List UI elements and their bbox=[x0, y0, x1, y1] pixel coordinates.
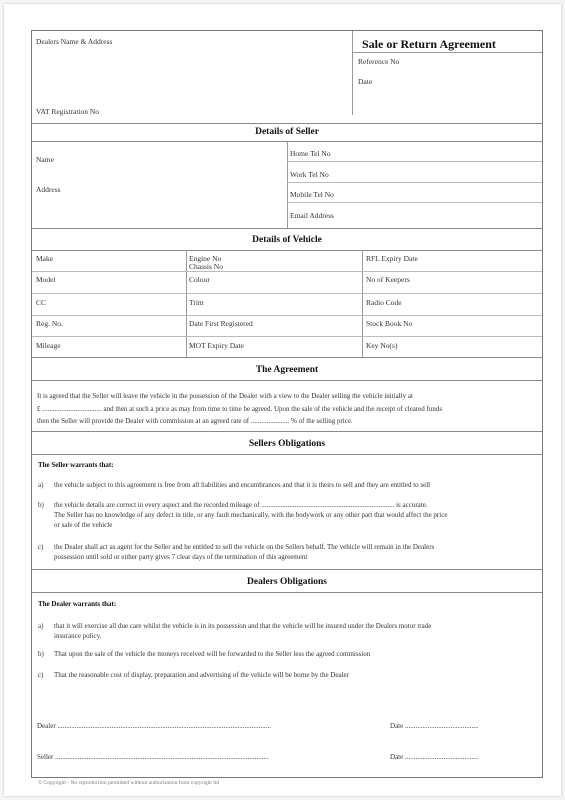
no-of-keepers-label: No of Keepers bbox=[366, 275, 410, 284]
dealer-date-line[interactable]: Date .......................................... bbox=[390, 722, 479, 730]
dealer-obligations-heading: Dealers Obligations bbox=[247, 577, 327, 587]
copyright-footer: © Copyright - No reproduction permitted without authorisation from copyright ltd bbox=[38, 780, 220, 786]
chassis-no-label: Chassis No bbox=[189, 262, 223, 271]
seller-item-c-line-2: possession until sold or either party gives 7 clear days of the termination of this agreement bbox=[54, 553, 308, 561]
dealer-item-c-letter: c) bbox=[38, 671, 44, 679]
vehicle-col-divider bbox=[362, 250, 363, 357]
date-first-registered-label: Date First Registered bbox=[189, 319, 253, 328]
dealer-signature-line[interactable]: Dealer .......................................................................................................................... bbox=[37, 722, 271, 730]
document-page bbox=[4, 4, 561, 796]
dealer-item-b-line: That upon the sale of the vehicle the moneys received will be forwarded to the Seller less the agreed commission bbox=[54, 650, 371, 658]
colour-label: Colour bbox=[189, 275, 210, 284]
mileage-label: Mileage bbox=[36, 341, 61, 350]
seller-item-a-letter: a) bbox=[38, 481, 44, 489]
rule bbox=[32, 357, 542, 358]
rule bbox=[32, 380, 542, 381]
rule bbox=[287, 161, 542, 162]
radio-code-label: Radio Code bbox=[366, 298, 402, 307]
agreement-line-3: then the Seller will provide the Dealer with commission at an agreed rate of ...................... % of the selling price. bbox=[37, 417, 353, 425]
seller-name-label: Name bbox=[36, 155, 54, 164]
dealer-name-address-label: Dealers Name & Address bbox=[36, 37, 113, 46]
seller-item-b-line-3: or sale of the vehicle bbox=[54, 521, 113, 529]
dealer-item-a-letter: a) bbox=[38, 622, 44, 630]
dealer-item-a-line-2: insurance policy. bbox=[54, 632, 102, 640]
document-title: Sale or Return Agreement bbox=[362, 37, 496, 51]
rule bbox=[32, 315, 542, 316]
agreement-heading: The Agreement bbox=[255, 365, 319, 375]
rule bbox=[287, 202, 542, 203]
vat-registration-label: VAT Registration No bbox=[36, 107, 100, 116]
rfl-expiry-label: RFL Expiry Date bbox=[366, 254, 418, 263]
email-address-label: Email Address bbox=[290, 211, 334, 220]
dealer-item-b-letter: b) bbox=[38, 650, 44, 658]
seller-obligations-heading: Sellers Obligations bbox=[248, 439, 326, 449]
vehicle-col-divider bbox=[186, 250, 187, 357]
agreement-form bbox=[31, 30, 543, 778]
rule bbox=[32, 250, 542, 251]
title-underline bbox=[352, 52, 542, 53]
seller-signature-line[interactable]: Seller .......................................................................................................................... bbox=[37, 753, 269, 761]
reference-no-label: Reference No bbox=[358, 57, 400, 66]
date-label: Date bbox=[358, 77, 373, 86]
dealer-item-c-line: That the reasonable cost of display, preparation and advertising of the vehicle will be borne by the Dealer bbox=[54, 671, 349, 679]
vehicle-details-heading: Details of Vehicle bbox=[252, 235, 322, 245]
make-label: Make bbox=[36, 254, 54, 263]
reg-no-label: Reg. No. bbox=[36, 319, 63, 328]
engine-no-label: Engine No bbox=[189, 254, 222, 263]
rule bbox=[32, 123, 542, 124]
rule bbox=[32, 228, 542, 229]
seller-item-a-line: the vehicle subject to this agreement is free from all liabilities and encumbrances and that it is theirs to sell and they are entitled to sell bbox=[54, 481, 431, 489]
mot-expiry-label: MOT Expiry Date bbox=[189, 341, 244, 350]
seller-divider bbox=[287, 141, 288, 228]
rule bbox=[32, 293, 542, 294]
seller-item-c-line-1: the Dealer shall act as agent for the Seller and be entitled to sell the vehicle on the Sellers behalf. The vehicle will remain in the Dealers bbox=[54, 543, 435, 551]
key-nos-label: Key No(s) bbox=[366, 341, 398, 350]
seller-item-c-letter: c) bbox=[38, 543, 44, 551]
trim-label: Trim bbox=[189, 298, 204, 307]
seller-date-line[interactable]: Date .......................................... bbox=[390, 753, 479, 761]
seller-warrants-intro: The Seller warrants that: bbox=[38, 461, 114, 469]
agreement-line-1: It is agreed that the Seller will leave the vehicle in the possession of the Dealer with a view to the Dealer selling the vehicle initially at bbox=[37, 392, 413, 400]
rule bbox=[32, 592, 542, 593]
dealer-item-a-line-1: that it will exercise all due care whilst the vehicle is in its possession and that the vehicle will be insured under the Dealers motor trade bbox=[54, 622, 432, 630]
rule bbox=[32, 336, 542, 337]
rule bbox=[287, 182, 542, 183]
home-tel-label: Home Tel No bbox=[290, 149, 331, 158]
work-tel-label: Work Tel No bbox=[290, 170, 329, 179]
stock-book-no-label: Stock Book No bbox=[366, 319, 413, 328]
cc-label: CC bbox=[36, 298, 47, 307]
rule bbox=[32, 569, 542, 570]
seller-item-b-letter: b) bbox=[38, 501, 44, 509]
mobile-tel-label: Mobile Tel No bbox=[290, 190, 334, 199]
agreement-line-2: £ .................................. and then at such a price as may from time to time be agreed. Upon the sale of the vehicle and the receipt of cleared funds bbox=[37, 405, 443, 413]
rule bbox=[32, 454, 542, 455]
seller-address-label: Address bbox=[36, 185, 61, 194]
seller-details-heading: Details of Seller bbox=[255, 127, 319, 137]
model-label: Model bbox=[36, 275, 56, 284]
rule bbox=[32, 431, 542, 432]
seller-item-b-line-1: the vehicle details are correct in every aspect and the recorded mileage of ............................................................................ is accurate. bbox=[54, 501, 428, 509]
rule bbox=[32, 271, 542, 272]
header-divider bbox=[352, 31, 353, 115]
dealer-warrants-intro: The Dealer warrants that: bbox=[38, 600, 117, 608]
seller-item-b-line-2: The Seller has no knowledge of any defect in title, or any fault mechanically, with the bodywork or any other part that would affect the price bbox=[54, 511, 448, 519]
